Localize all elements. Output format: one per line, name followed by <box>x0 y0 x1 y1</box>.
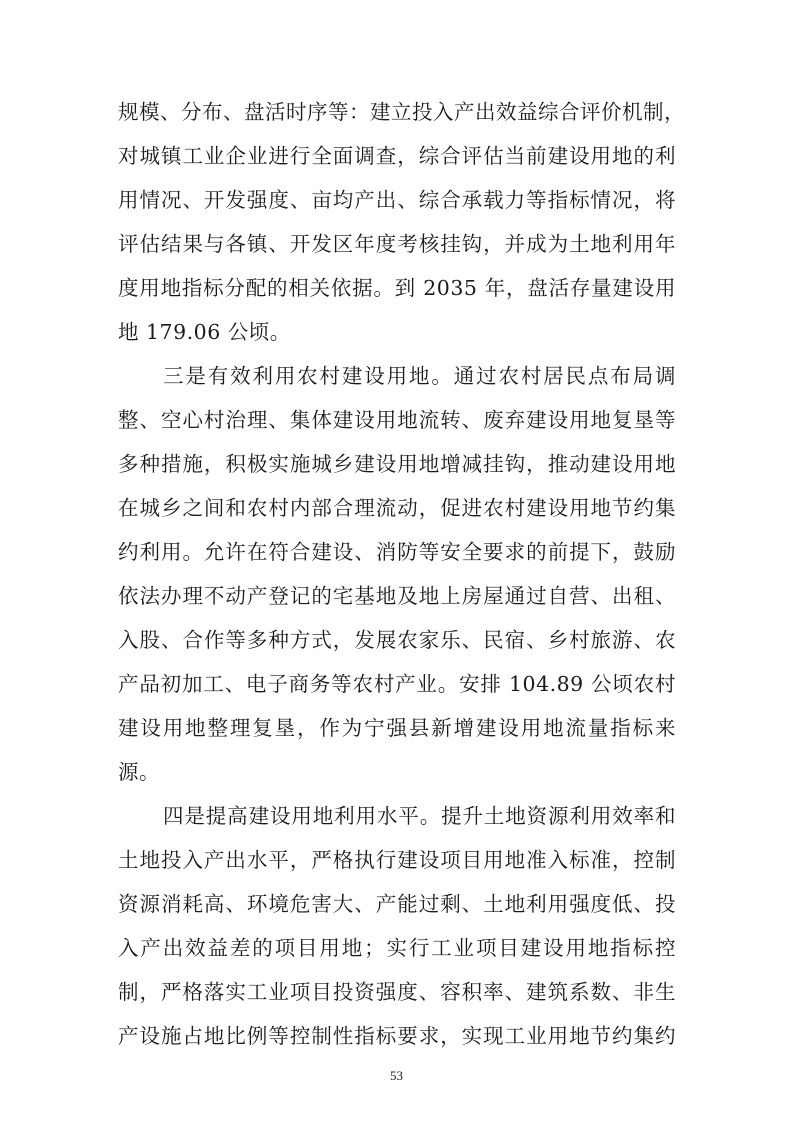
text-line-4: 评估结果与各镇、开发区年度考核挂钩，并成为土地利用年 <box>118 232 676 256</box>
text-line-5: 度用地指标分配的相关依据。到 2035 年，盘活存量建设用 <box>118 276 676 300</box>
text-line-8: 整、空心村治理、集体建设用地流转、废弃建设用地复垦等 <box>118 408 676 432</box>
text-line-1: 规模、分布、盘活时序等：建立投入产出效益综合评价机制， <box>118 100 685 124</box>
page-number: 53 <box>390 1068 403 1083</box>
text-line-9: 多种措施，积极实施城乡建设用地增减挂钩，推动建设用地 <box>118 452 676 476</box>
text-line-18: 土地投入产出水平，严格执行建设项目用地准入标准，控制 <box>118 848 676 872</box>
text-line-17: 四是提高建设用地利用水平。提升土地资源利用效率和 <box>163 804 676 828</box>
text-line-20: 入产出效益差的项目用地；实行工业项目建设用地指标控 <box>118 936 676 960</box>
text-line-22: 产设施占地比例等控制性指标要求，实现工业用地节约集约 <box>118 1024 676 1048</box>
text-line-21: 制，严格落实工业项目投资强度、容积率、建筑系数、非生 <box>118 980 676 1004</box>
text-line-3: 用情况、开发强度、亩均产出、综合承载力等指标情况，将 <box>118 188 676 212</box>
text-line-15: 建设用地整理复垦，作为宁强县新增建设用地流量指标来 <box>118 716 676 740</box>
text-line-14: 产品初加工、电子商务等农村产业。安排 104.89 公顷农村 <box>118 672 676 696</box>
text-line-10: 在城乡之间和农村内部合理流动，促进农村建设用地节约集 <box>118 496 676 520</box>
text-line-16: 源。 <box>118 760 160 784</box>
text-line-2: 对城镇工业企业进行全面调查，综合评估当前建设用地的利 <box>118 144 676 168</box>
text-line-12: 依法办理不动产登记的宅基地及地上房屋通过自营、出租、 <box>118 584 676 608</box>
text-line-13: 入股、合作等多种方式，发展农家乐、民宿、乡村旅游、农 <box>118 628 676 652</box>
text-line-7: 三是有效利用农村建设用地。通过农村居民点布局调 <box>163 364 676 388</box>
text-line-6: 地 179.06 公顷。 <box>118 320 291 344</box>
text-line-11: 约利用。允许在符合建设、消防等安全要求的前提下，鼓励 <box>118 540 676 564</box>
text-line-19: 资源消耗高、环境危害大、产能过剩、土地利用强度低、投 <box>118 892 676 916</box>
